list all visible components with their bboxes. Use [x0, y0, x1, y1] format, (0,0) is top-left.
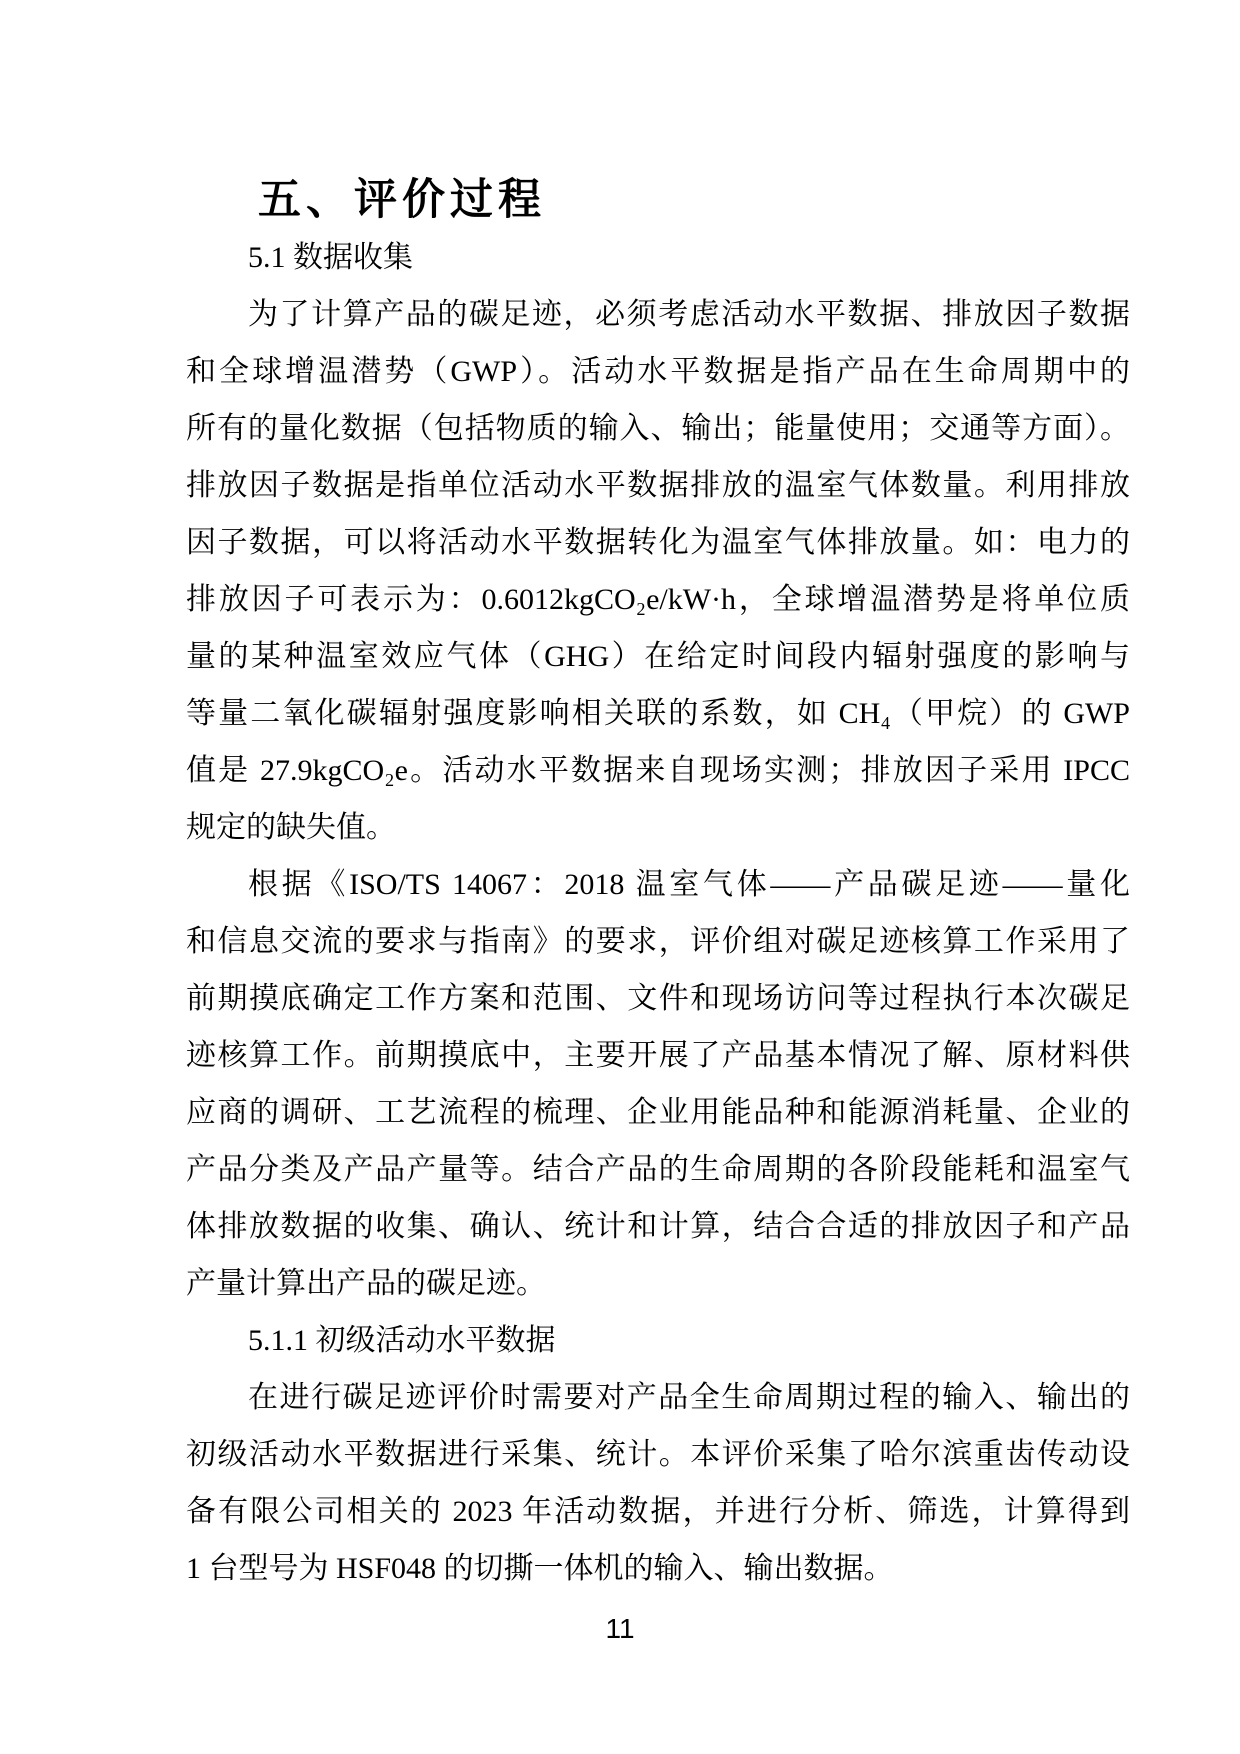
text-line: 产量计算出产品的碳足迹。 — [186, 1267, 546, 1300]
text-line: 和信息交流的要求与指南》的要求，评价组对碳足迹核算工作采用了 — [186, 925, 1130, 958]
text-line: 和全球增温潜势（GWP）。活动水平数据是指产品在生命周期中的 — [186, 355, 1130, 388]
text-line: 初级活动水平数据进行采集、统计。本评价采集了哈尔滨重齿传动设 — [186, 1438, 1130, 1471]
text-line: 体排放数据的收集、确认、统计和计算，结合合适的排放因子和产品 — [186, 1210, 1130, 1243]
text-line: 规定的缺失值。 — [186, 811, 396, 844]
section-subheading: 5.1 数据收集 — [248, 241, 413, 274]
text-line: 因子数据，可以将活动水平数据转化为温室气体排放量。如：电力的 — [186, 526, 1130, 559]
document-body — [186, 172, 1130, 1597]
text-line: 根据《ISO/TS 14067：2018 温室气体——产品碳足迹——量化 — [248, 868, 1130, 901]
text-line: 备有限公司相关的 2023 年活动数据，并进行分析、筛选，计算得到 — [186, 1495, 1130, 1528]
text-line: 所有的量化数据（包括物质的输入、输出；能量使用；交通等方面）。 — [186, 412, 1130, 445]
text-line: 量的某种温室效应气体（GHG）在给定时间段内辐射强度的影响与 — [186, 640, 1130, 673]
text-line: 前期摸底确定工作方案和范围、文件和现场访问等过程执行本次碳足 — [186, 982, 1130, 1015]
section-heading: 五、评价过程 — [258, 176, 546, 224]
text-line: 产品分类及产品产量等。结合产品的生命周期的各阶段能耗和温室气 — [186, 1153, 1130, 1186]
page-number: 11 — [605, 1613, 635, 1644]
text-line: 1 台型号为 HSF048 的切撕一体机的输入、输出数据。 — [186, 1552, 894, 1585]
text-line: 在进行碳足迹评价时需要对产品全生命周期过程的输入、输出的 — [248, 1381, 1130, 1414]
text-line: 等量二氧化碳辐射强度影响相关联的系数，如 CH₄（甲烷）的 GWP — [186, 697, 1130, 730]
text-line: 迹核算工作。前期摸底中，主要开展了产品基本情况了解、原材料供 — [186, 1039, 1130, 1072]
text-line: 排放因子数据是指单位活动水平数据排放的温室气体数量。利用排放 — [186, 469, 1130, 502]
section-subheading: 5.1.1 初级活动水平数据 — [248, 1324, 556, 1357]
text-line: 应商的调研、工艺流程的梳理、企业用能品种和能源消耗量、企业的 — [186, 1096, 1130, 1129]
text-line: 为了计算产品的碳足迹，必须考虑活动水平数据、排放因子数据 — [248, 298, 1130, 331]
text-line: 排放因子可表示为：0.6012kgCO₂e/kW·h，全球增温潜势是将单位质 — [186, 583, 1130, 616]
text-line: 值是 27.9kgCO₂e。活动水平数据来自现场实测；排放因子采用 IPCC — [186, 754, 1130, 787]
